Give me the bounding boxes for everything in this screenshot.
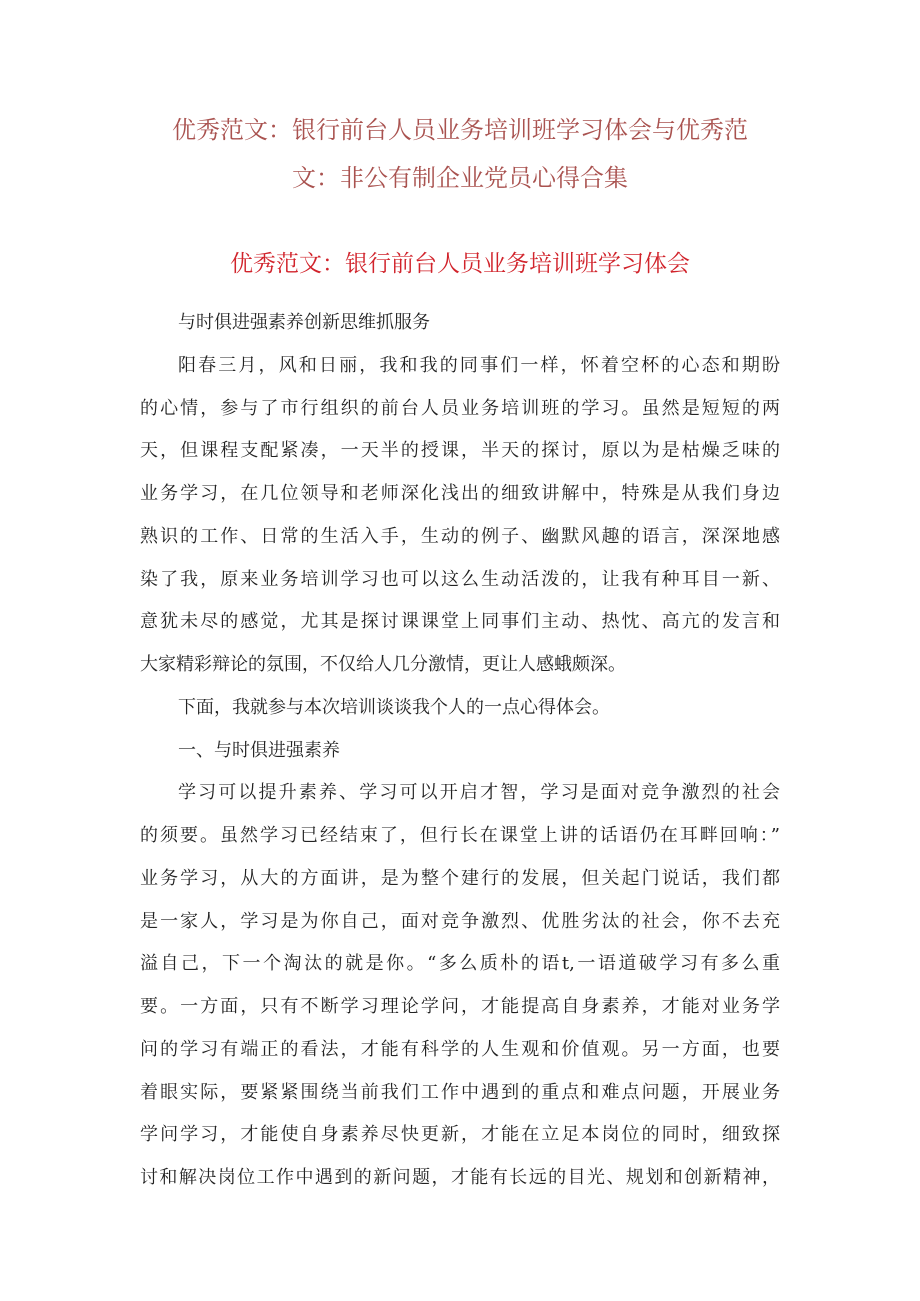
body-line: 染了我，原来业务培训学习也可以这么生动活泼的，让我有种耳目一新、: [140, 569, 780, 590]
body-line: 的须要。虽然学习已经结束了，但行长在课堂上讲的话语仍在耳畔回响：”: [140, 825, 780, 846]
body-line: 业务学习，从大的方面讲，是为整个建行的发展，但关起门说话，我们都: [140, 868, 780, 889]
body-line: 熟识的工作、日常的生活入手，生动的例子、幽默风趣的语言，深深地感: [140, 526, 780, 547]
body-line: 大家精彩辩论的氛围，不仅给人几分激情，更让人感蛾颇深。: [140, 654, 626, 675]
body-line: 学问学习，才能使自身素养尽快更新，才能在立足本岗位的同时，细致探: [140, 1124, 780, 1145]
body-line: 意犹未尽的感觉，尤其是探讨课课堂上同事们主动、热忱、高亢的发言和: [140, 611, 780, 632]
main-title-line-1: 优秀范文：银行前台人员业务培训班学习体会与优秀范: [172, 116, 748, 144]
body-line: 与时俱进强素养创新思维抓服务: [178, 312, 430, 333]
body-line: 讨和解决岗位工作中遇到的新问题，才能有长远的目光、规划和创新精神，: [140, 1167, 780, 1188]
section-title: 优秀范文：银行前台人员业务培训班学习体会: [230, 251, 690, 277]
body-line: 要。一方面，只有不断学习理论学问，才能提高自身素养，才能对业务学: [140, 996, 780, 1017]
body-line: 天，但课程支配紧凑，一天半的授课，半天的探讨，原以为是枯燥乏味的: [140, 440, 780, 461]
body-line: 业务学习，在几位领导和老师深化浅出的细致讲解中，特殊是从我们身边: [140, 483, 780, 504]
body-line: 阳春三月，风和日丽，我和我的同事们一样，怀着空杯的心态和期盼: [178, 355, 780, 376]
body-line: 溢自己，下一个淘汰的就是你。“多么质朴的语t,一语道破学习有多么重: [140, 953, 780, 974]
body-line: 着眼实际，要紧紧围绕当前我们工作中遇到的重点和难点问题，开展业务: [140, 1082, 780, 1103]
body-line: 学习可以提升素养、学习可以开启才智，学习是面对竞争激烈的社会: [178, 782, 780, 803]
body-line: 的心情，参与了市行组织的前台人员业务培训班的学习。虽然是短短的两: [140, 398, 780, 419]
main-title-line-2: 文：非公有制企业党员心得合集: [292, 164, 628, 192]
body-line: 下面，我就参与本次培训谈谈我个人的一点心得体会。: [178, 697, 610, 718]
body-line: 是一家人，学习是为你自己，面对竞争激烈、优胜劣汰的社会，你不去充: [140, 911, 780, 932]
body-line: 问的学习有端正的看法，才能有科学的人生观和价值观。另一方面，也要: [140, 1039, 780, 1060]
section-heading: 一、与时俱进强素养: [178, 740, 340, 761]
